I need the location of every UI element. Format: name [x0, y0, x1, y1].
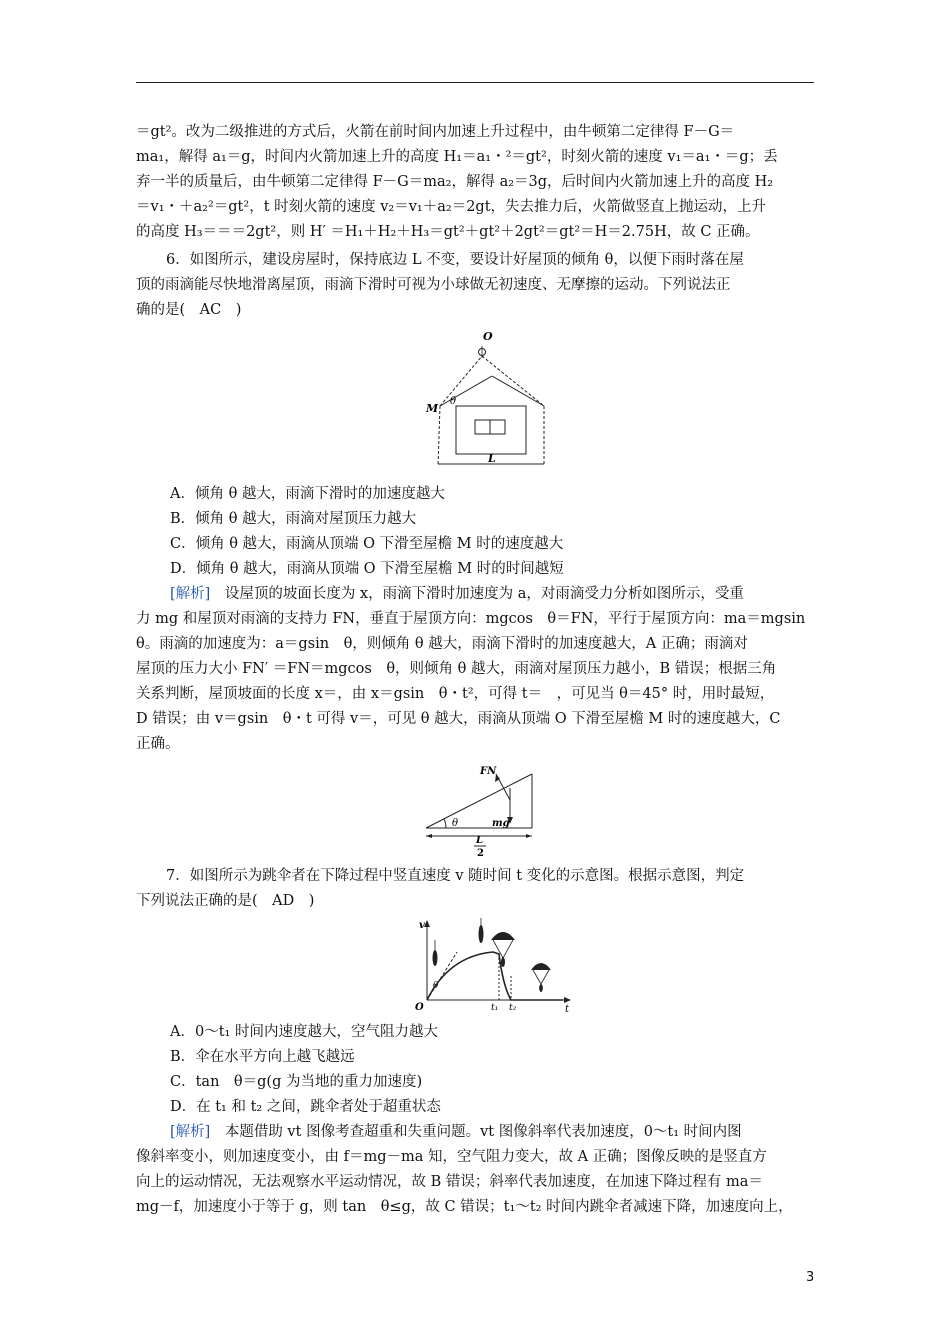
text-line: 7．如图所示为跳伞者在下降过程中竖直速度 v 随时间 t 变化的示意图。根据示意图，判定	[166, 868, 745, 884]
text-line: 的高度 H₃＝＝＝2gt²，则 H′ ＝H₁＋H₂＋H₃＝gt²＋gt²＋2gt²＝gt²＝H＝2.75H，故 C 正确。	[136, 224, 760, 240]
text-line: 本题借助 vt 图像考查超重和失重问题。vt 图像斜率代表加速度，0～t₁ 时间内图	[210, 1124, 742, 1140]
label-theta: θ	[433, 981, 439, 991]
intro-paragraph	[136, 120, 816, 245]
jumper-icon	[479, 918, 484, 943]
label-M: M	[426, 402, 439, 415]
label-theta: θ	[452, 818, 459, 829]
incline-line	[426, 774, 532, 828]
dim-arrow-left	[426, 834, 432, 838]
question-7-stem	[136, 864, 816, 914]
option-d: D．在 t₁ 和 t₂ 之间，跳伞者处于超重状态	[170, 1099, 441, 1115]
text-line: 关系判断，屋顶坡面的长度 x＝，由 x＝gsin θ・t²，可得 t＝ ，可见当 θ＝45° 时，用时最短，	[136, 686, 775, 702]
option-d: D．倾角 θ 越大，雨滴从顶端 O 下滑至屋檐 M 时的时间越短	[170, 561, 564, 577]
vt-curve	[427, 952, 563, 1000]
text-line: 像斜率变小，则加速度变小，由 f＝mg－ma 知，空气阻力变大，故 A 正确；图像反映的是竖直方	[136, 1149, 767, 1165]
text-line: 下列说法正确的是( AD )	[136, 893, 315, 909]
label-O: O	[483, 330, 493, 343]
text-line: θ。雨滴的加速度为：a＝gsin θ，则倾角 θ 越大，雨滴下滑时的加速度越大，A 正确；雨滴对	[136, 636, 748, 652]
label-L: L	[488, 452, 496, 465]
question-7-analysis	[136, 1120, 816, 1220]
text-line: 弃一半的质量后，由牛顿第二定律得 F－G＝ma₂，解得 a₂＝3g，后时间内火箭加速上升的高度 H₂	[136, 174, 774, 190]
question-6-stem	[136, 248, 816, 323]
jumper-icon	[433, 940, 438, 966]
text-line: 力 mg 和屋顶对雨滴的支持力 FN，垂直于屋顶方向：mgcos θ＝FN，平行于屋顶方向：ma＝mgsin	[136, 611, 806, 627]
text-line: D 错误；由 v＝gsin θ・t 可得 v＝，可见 θ 越大，雨滴从顶端 O 下滑至屋檐 M 时的速度越大，C	[136, 711, 781, 727]
parachute-icon	[531, 963, 551, 992]
text-line: 6．如图所示，建设房屋时，保持底边 L 不变，要设计好屋顶的倾角 θ，以便下雨时落在屋	[166, 252, 744, 268]
text-line: 确的是( AC )	[136, 302, 242, 318]
roof-right-steep	[482, 356, 544, 406]
label-t: t	[565, 1004, 570, 1012]
roof-left	[440, 376, 492, 406]
text-line: ma₁，解得 a₁＝g，时间内火箭加速上升的高度 H₁＝a₁・²＝gt²，时刻火箭的速度 v₁＝a₁・＝g；丢	[136, 149, 778, 165]
label-theta: θ	[450, 396, 457, 407]
option-a: A．0～t₁ 时间内速度越大，空气阻力越大	[170, 1024, 438, 1040]
label-t1: t₁	[491, 1003, 499, 1012]
force-diagram	[420, 762, 560, 858]
parachute-icon	[491, 932, 515, 967]
left-dashed	[438, 406, 440, 466]
text-line: 设屋顶的坡面长度为 x，雨滴下滑时加速度为 a，对雨滴受力分析如图所示，受重	[210, 586, 744, 602]
text-line: 正确。	[136, 736, 180, 752]
text-line: 顶的雨滴能尽快地滑离屋顶，雨滴下滑时可视为小球做无初速度、无摩擦的运动。下列说法正	[136, 277, 731, 293]
question-6-analysis	[136, 582, 816, 757]
text-line: ＝v₁・＋a₂²＝gt²，t 时刻火箭的速度 v₂＝v₁＋a₂＝2gt，失去推力后，火箭做竖直上抛运动，上升	[136, 199, 767, 215]
option-b: B．倾角 θ 越大，雨滴对屋顶压力越大	[170, 511, 417, 527]
text-line: ＝gt²。改为二级推进的方式后，火箭在前时间内加速上升过程中，由牛顿第二定律得 F－G＝	[136, 124, 735, 140]
t-axis-arrow	[564, 997, 571, 1003]
vt-graph	[405, 916, 575, 1012]
angle-arc	[444, 819, 446, 828]
label-t2: t₂	[509, 1003, 517, 1012]
text-line: mg－f，加速度小于等于 g，则 tan θ≤g，故 C 错误；t₁～t₂ 时间内跳伞者减速下降，加速度向上，	[136, 1199, 793, 1215]
text-line: 向上的运动情况，无法观察水平运动情况，故 B 错误；斜率代表加速度，在加速下降过程有 ma＝	[136, 1174, 763, 1190]
option-b: B．伞在水平方向上越飞越远	[170, 1049, 355, 1065]
text-line: 屋顶的压力大小 FN′ ＝FN＝mgcos θ，则倾角 θ 越大，雨滴对屋顶压力越小，B 错误；根据三角	[136, 661, 777, 677]
roof-left-steep	[440, 356, 482, 406]
house-wall	[456, 406, 526, 454]
label-2: 2	[477, 848, 484, 858]
label-mg: mg	[492, 818, 510, 829]
roof-right	[492, 376, 544, 406]
page-number: 3	[806, 1270, 815, 1285]
option-a: A．倾角 θ 越大，雨滴下滑时的加速度越大	[170, 486, 445, 502]
house-figure	[420, 328, 560, 472]
label-L: L	[476, 835, 484, 846]
label-v: v	[419, 920, 425, 931]
v-axis-arrow	[424, 920, 430, 927]
dim-arrow-right	[526, 834, 532, 838]
option-c: C．tan θ＝g(g 为当地的重力加速度)	[170, 1074, 423, 1090]
analysis-tag: [解析]	[170, 1124, 211, 1140]
label-FN: FN	[480, 766, 497, 777]
option-c: C．倾角 θ 越大，雨滴从顶端 O 下滑至屋檐 M 时的速度越大	[170, 536, 564, 552]
header-rule	[136, 82, 814, 83]
label-O: O	[415, 1002, 424, 1012]
analysis-tag: [解析]	[170, 586, 211, 602]
